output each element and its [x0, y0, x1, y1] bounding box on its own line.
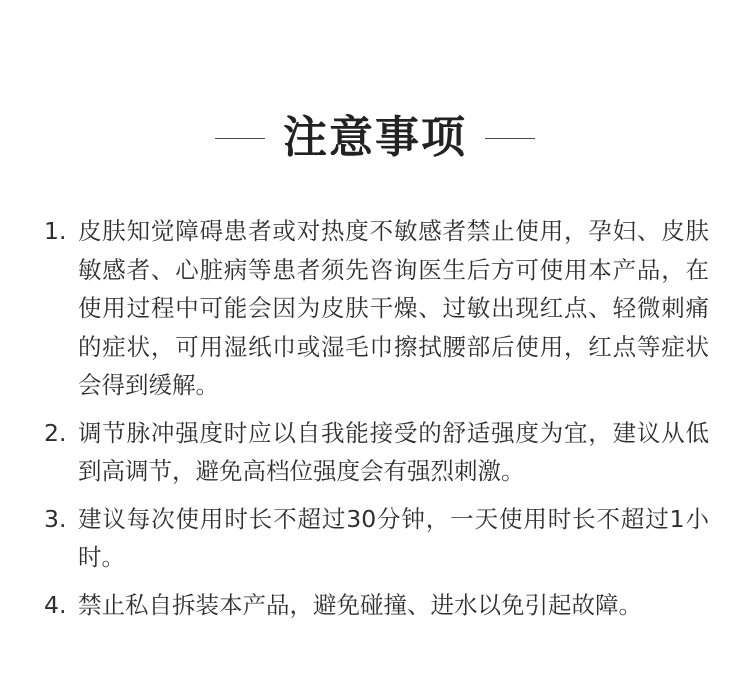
title-row [0, 108, 750, 168]
item-number: 3. [44, 504, 67, 533]
page-title: 注意事项 [283, 112, 467, 163]
item-text: 皮肤知觉障碍患者或对热度不敏感者禁止使用，孕妇、皮肤敏感者、心脏病等患者须先咨询医生后方可使用本产品，在使用过程中可能会因为皮肤干燥、过敏出现红点、轻微刺痛的症状，可用湿纸巾或湿毛巾擦拭腰部后使用，红点等症状会得到缓解。 [78, 217, 709, 399]
list-item [44, 500, 709, 577]
list-item [44, 586, 709, 625]
item-text: 禁止私自拆装本产品，避免碰撞、进水以免引起故障。 [78, 590, 642, 619]
precautions-list [44, 212, 709, 633]
title-rule-right [485, 138, 535, 139]
list-item [44, 414, 709, 491]
title-rule-left [215, 138, 265, 139]
item-text: 调节脉冲强度时应以自我能接受的舒适强度为宜，建议从低到高调节，避免高档位强度会有强烈刺激。 [78, 418, 709, 485]
item-text: 建议每次使用时长不超过30分钟，一天使用时长不超过1小时。 [78, 504, 709, 571]
list-item [44, 212, 709, 405]
item-number: 2. [44, 418, 67, 447]
item-number: 1. [44, 217, 67, 245]
item-number: 4. [44, 590, 67, 619]
